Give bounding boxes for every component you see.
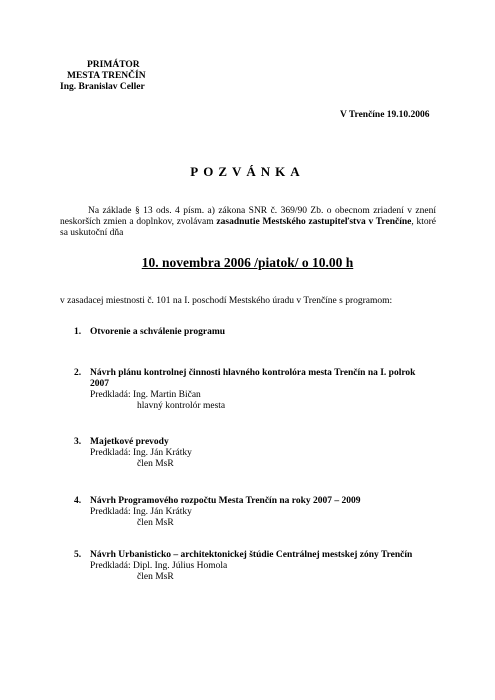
agenda-role: člen MsR <box>137 572 174 582</box>
agenda-presenter: Predkladá: Ing. Ján Krátky <box>90 507 192 517</box>
intro-bold: zasadnutie Mestského zastupiteľstva v Trenčíne <box>216 217 412 227</box>
agenda-number: 2. <box>74 368 82 378</box>
agenda-number: 5. <box>74 550 82 560</box>
header-city: MESTA TRENČÍN <box>67 71 146 81</box>
header-name: Ing. Branislav Celler <box>60 82 145 92</box>
agenda-presenter: Predkladá: Ing. Martin Bičan <box>90 390 201 400</box>
agenda-role: člen MsR <box>137 459 174 469</box>
meeting-date: 10. novembra 2006 /piatok/ o 10.00 h <box>141 255 354 270</box>
agenda-title: Návrh Programového rozpočtu Mesta Trenčín na roky 2007 – 2009 <box>90 496 361 506</box>
agenda-role: člen MsR <box>137 518 174 528</box>
agenda-title: Otvorenie a schválenie programu <box>90 327 226 337</box>
agenda-title: Návrh plánu kontrolnej činnosti hlavného kontrolóra mesta Trenčín na I. polrok 2007 <box>90 368 416 389</box>
agenda-presenter: Predkladá: Ing. Ján Krátky <box>90 448 192 458</box>
agenda-number: 3. <box>74 437 82 447</box>
location-text: v zasadacej miestnosti č. 101 na I. poschodí Mestského úradu v Trenčíne s programom: <box>60 296 393 306</box>
intro-text-1: Na základe § 13 ods. 4 písm. a) zákona SNR č. 369/90 Zb. o obecnom zriadení v znení neskorších zmien a doplnkov, zvolávam <box>60 206 436 227</box>
agenda-role: hlavný kontrolór mesta <box>137 401 226 411</box>
agenda-presenter: Predkladá: Dipl. Ing. Július Homola <box>90 561 228 571</box>
agenda-title: Majetkové prevody <box>90 437 169 447</box>
agenda-title: Návrh Urbanisticko – architektonickej štúdie Centrálnej mestskej zóny Trenčín <box>90 550 413 560</box>
intro-paragraph <box>60 206 436 239</box>
header-title: PRIMÁTOR <box>87 60 140 70</box>
agenda-number: 4. <box>74 496 82 506</box>
intro-text-2: , ktoré sa uskutoční dňa <box>60 217 436 238</box>
page-title: POZVÁNKA <box>190 164 305 179</box>
place-date: V Trenčíne 19.10.2006 <box>340 110 430 120</box>
agenda-number: 1. <box>74 327 82 337</box>
